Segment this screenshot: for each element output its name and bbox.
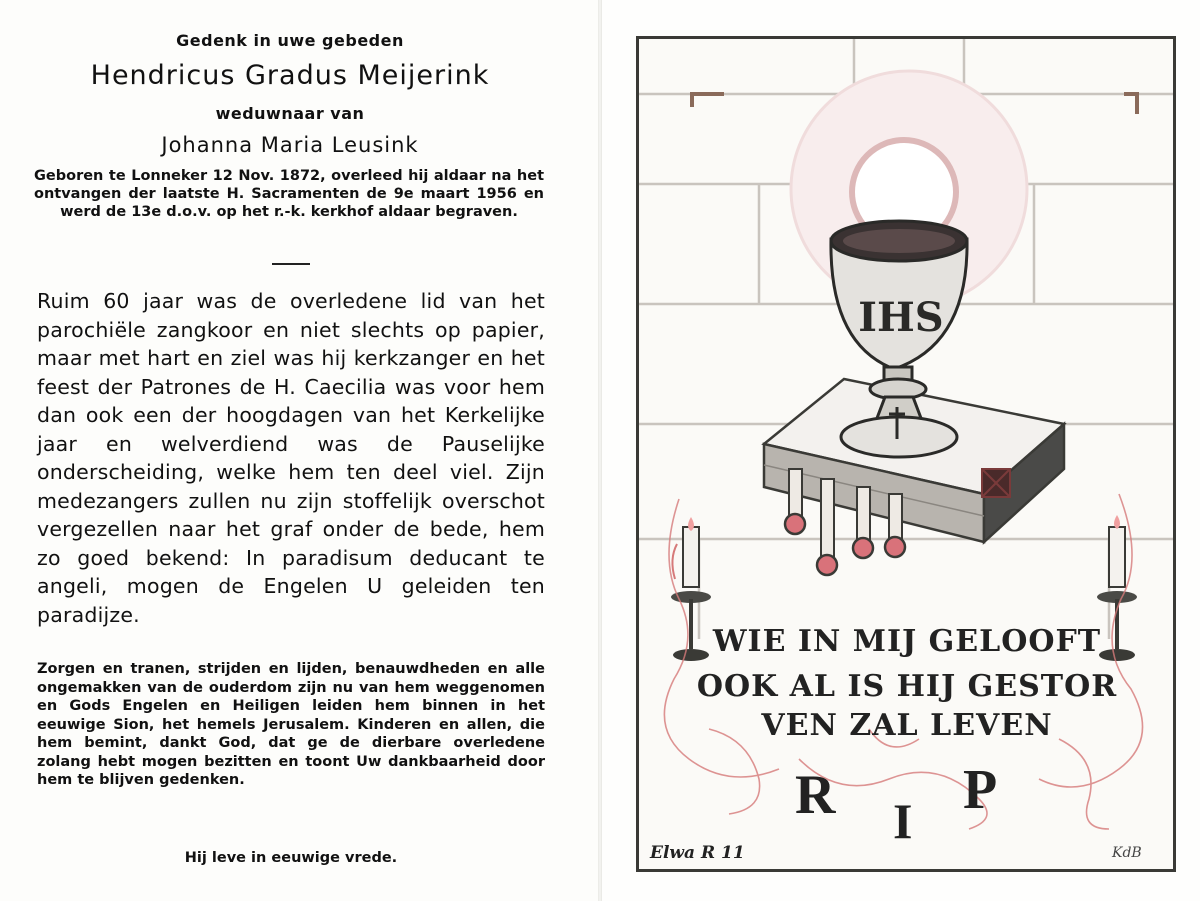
wax-seals (785, 514, 905, 575)
chalice-book-illustration (639, 39, 1173, 869)
deceased-name: Hendricus Gradus Meijerink (90, 60, 490, 91)
birth-death-text: Geboren te Lonneker 12 Nov. 1872, overleed hij aldaar na het ontvangen der laatste H. Sacramenten de 9e maart 1956 en werd de 13e d.o.v. op het r.-k. kerkhof aldaar begraven. (34, 168, 544, 220)
verse-line-1: WIE IN MIJ GELOOFT (712, 624, 1102, 659)
widower-of-label: weduwnaar van (215, 104, 365, 123)
publisher-code: Elwa R 11 (650, 843, 745, 863)
divider-rule (272, 263, 310, 265)
ihs-monogram: IHS (858, 294, 944, 341)
book-emblem (982, 469, 1010, 497)
artist-signature: KdB (1112, 845, 1142, 861)
closing-line: Hij leve in eeuwige vrede. (184, 850, 398, 866)
rip-letter-p: P (963, 759, 998, 821)
verse-line-3: VEN ZAL LEVEN (761, 708, 1053, 743)
verse-line-2: OOK AL IS HIJ GESTOR (696, 669, 1118, 704)
biography-paragraph: Ruim 60 jaar was de overledene lid van het parochiële zangkoor en niet slechts op papier, maar met hart en ziel was hij kerkzanger en het feest der Patrones de H. Caecilia was voor hem dan ook een der hoogdagen van het Kerkelijke jaar en welverdiend was de Pauselijke onderscheiding, welke hem ten deel viel. Zijn medezangers zullen nu zijn stoffelijk overschot vergezellen naar het graf onder de bede, hem zo goed bekend: In paradisum deducant te angeli, mogen de Engelen U geleiden ten paradijze. (37, 289, 545, 627)
rip-letter-r: R (795, 764, 836, 826)
spouse-name: Johanna Maria Leusink (161, 133, 419, 157)
rip-letter-i: I (893, 793, 913, 849)
remembrance-heading: Gedenk in uwe gebeden (176, 31, 404, 50)
prayer-paragraph: Zorgen en tranen, strijden en lijden, benauwdheden en alle ongemakken van de ouderdom zijn nu van hem weggenomen en Gods Engelen en Heiligen leiden hem binnen in het eeuwige Sion, het hemels Jerusalem. Kinderen en allen, die hem bemint, dankt God, dat ge de dierbare overledene zolang hebt mogen bezitten en toont Uw dankbaarheid door hem te blijven gedenken. (37, 661, 545, 788)
